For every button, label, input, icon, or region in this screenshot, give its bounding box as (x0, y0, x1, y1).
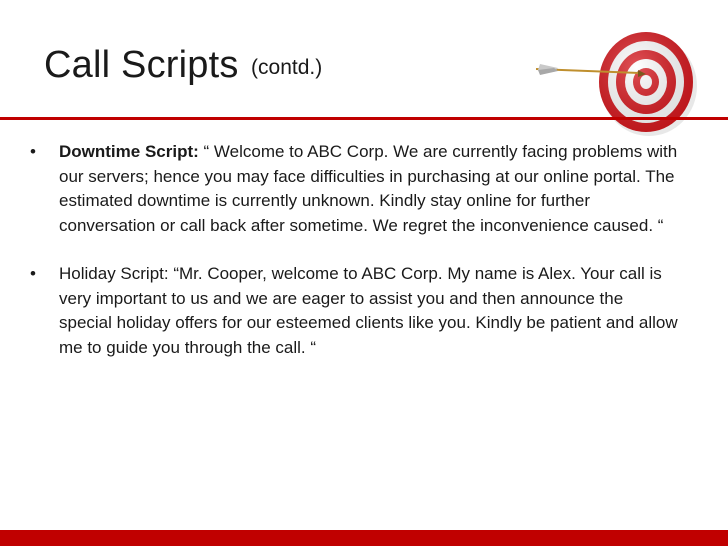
title-text: Call Scripts (44, 44, 239, 86)
bullet-dot-icon: • (30, 142, 36, 161)
bullet-list (30, 140, 680, 360)
bullet-text: “Mr. Cooper, welcome to ABC Corp. My name is Alex. Your call is very important to us and we are eager to assist you and then announce the special holiday offers for our esteemed clients like you. Kindly be patient and allow me to guide you through the call. “ (59, 264, 678, 357)
bullet-text: “ Welcome to ABC Corp. We are currently facing problems with our servers; hence you may face difficulties in purchasing at our online portal. The estimated downtime is currently unknown. Kindly stay online for further conversation or call back after sometime. We regret the inconvenience caused. “ (59, 142, 678, 235)
bullseye-target-icon (536, 20, 706, 138)
bullet-label: Downtime Script: (59, 142, 199, 161)
bullet-holiday-script (30, 262, 680, 360)
bullet-downtime-script (30, 140, 680, 238)
footer-bar (0, 530, 728, 546)
title-divider (0, 117, 728, 120)
bullet-label: Holiday Script: (59, 264, 169, 283)
title-suffix: (contd.) (251, 56, 323, 79)
bullet-dot-icon: • (30, 264, 36, 283)
slide-title (44, 44, 322, 87)
